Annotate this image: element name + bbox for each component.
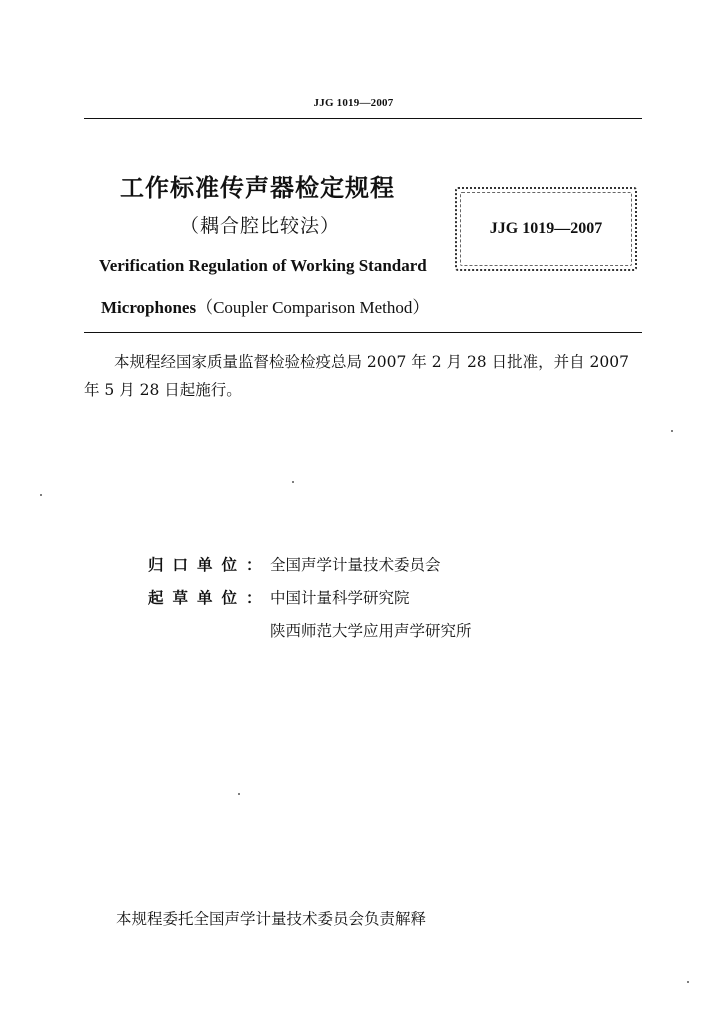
scan-speck	[687, 981, 689, 983]
scan-speck	[671, 430, 673, 432]
drafting-unit-row	[148, 586, 410, 608]
document-code-header: JJG 1019—2007	[313, 97, 394, 109]
scan-speck	[292, 481, 294, 483]
responsible-unit-row	[148, 553, 441, 575]
responsible-unit-value: 全国声学计量技术委员会	[270, 556, 441, 574]
scan-speck	[40, 494, 42, 496]
responsible-unit-label: 归口单位：	[148, 556, 271, 574]
subtitle-chinese: （耦合腔比较法）	[180, 215, 341, 237]
title-english-line2	[101, 293, 429, 318]
title-english-line1: Verification Regulation of Working Standard	[99, 256, 427, 275]
regulation-code: JJG 1019—2007	[489, 220, 603, 237]
approval-statement: 本规程经国家质量监督检验检疫总局 2007 年 2 月 28 日批准，并自 2007 年 5 月 28 日起施行。	[84, 353, 629, 399]
regulation-code-box	[455, 187, 637, 271]
title-english-method: （Coupler Comparison Method）	[196, 298, 430, 317]
title-english-microphones: Microphones	[101, 298, 197, 317]
title-chinese: 工作标准传声器检定规程	[120, 174, 395, 202]
scan-speck	[238, 793, 240, 795]
drafting-unit-value-1: 中国计量科学研究院	[270, 589, 410, 607]
top-rule	[84, 118, 642, 119]
drafting-unit-value-2: 陕西师范大学应用声学研究所	[270, 622, 472, 640]
interpretation-note: 本规程委托全国声学计量技术委员会负责解释	[116, 910, 427, 928]
title-bottom-rule	[84, 332, 642, 333]
drafting-unit-label: 起草单位：	[148, 589, 271, 607]
